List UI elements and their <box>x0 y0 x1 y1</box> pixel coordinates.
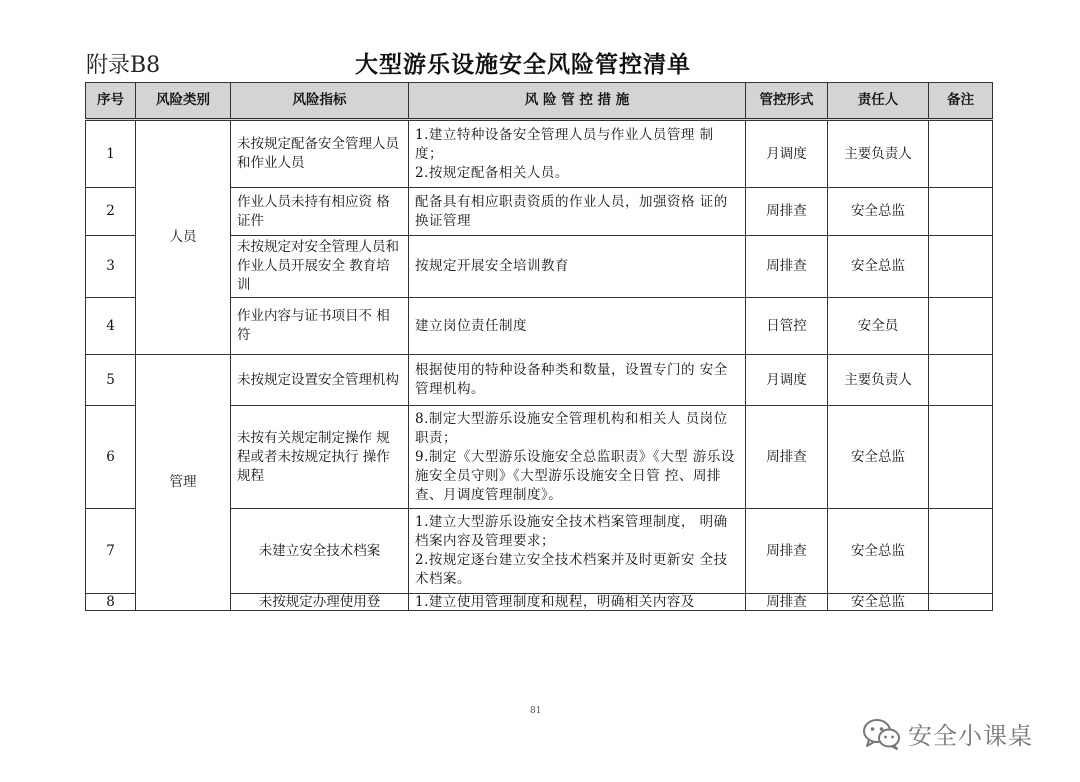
measure-item: 9.制定《大型游乐设施安全总监职责》《大型 游乐设施安全员守则》《大型游乐设施安全日管 控、周排查、月调度管理制度》。 <box>415 448 735 503</box>
control-form: 日管控 <box>746 298 828 355</box>
page-number: 81 <box>530 706 542 716</box>
remark <box>929 355 993 406</box>
responsible-person: 安全总监 <box>828 236 929 298</box>
control-measures <box>409 188 746 236</box>
risk-control-table <box>85 82 993 611</box>
control-form: 月调度 <box>746 120 828 188</box>
measure-item: 2.按规定配备相关人员。 <box>415 164 569 181</box>
table-row <box>86 355 993 406</box>
responsible-person: 安全总监 <box>828 188 929 236</box>
row-number: 1 <box>86 120 136 188</box>
responsible-person: 安全总监 <box>828 594 929 611</box>
col-header-form: 管控形式 <box>746 83 828 120</box>
remark <box>929 188 993 236</box>
control-measures <box>409 509 746 594</box>
risk-indicator: 作业人员未持有相应资 格证件 <box>231 188 409 236</box>
table-header <box>86 83 993 120</box>
row-number: 7 <box>86 509 136 594</box>
measure-item: 1.建立使用管理制度和规程，明确相关内容及 <box>415 594 695 610</box>
measure-item: 8.制定大型游乐设施安全管理机构和相关人 员岗位职责； <box>415 410 728 446</box>
row-number: 3 <box>86 236 136 298</box>
risk-indicator: 未建立安全技术档案 <box>231 509 409 594</box>
page-title: 大型游乐设施安全风险管控清单 <box>355 52 691 78</box>
measure-item: 2.按规定逐台建立安全技术档案并及时更新安 全技术档案。 <box>415 552 728 587</box>
control-form: 周排查 <box>746 509 828 594</box>
table-row <box>86 120 993 188</box>
control-measures <box>409 120 746 188</box>
risk-category-management: 管理 <box>136 355 231 611</box>
responsible-person: 安全员 <box>828 298 929 355</box>
measure-item: 配备具有相应职责资质的作业人员，加强资格 证的换证管理 <box>415 193 728 229</box>
col-header-note: 备注 <box>929 83 993 120</box>
control-measures <box>409 406 746 509</box>
responsible-person: 主要负责人 <box>828 355 929 406</box>
risk-indicator: 作业内容与证书项目不 相符 <box>231 298 409 355</box>
risk-indicator: 未按规定对安全管理人员和作业人员开展安全 教育培训 <box>231 236 409 298</box>
risk-category-personnel: 人员 <box>136 120 231 355</box>
responsible-person: 主要负责人 <box>828 120 929 188</box>
watermark-text: 安全小课桌 <box>908 722 1033 750</box>
measure-item: 1.建立大型游乐设施安全技术档案管理制度， 明确档案内容及管理要求； <box>415 514 728 549</box>
col-header-indicator: 风险指标 <box>231 83 409 120</box>
risk-indicator: 未按规定配备安全管理人员和作业人员 <box>231 120 409 188</box>
responsible-person: 安全总监 <box>828 509 929 594</box>
watermark <box>862 716 1033 751</box>
row-number: 4 <box>86 298 136 355</box>
remark <box>929 120 993 188</box>
col-header-owner: 责任人 <box>828 83 929 120</box>
remark <box>929 298 993 355</box>
measure-item: 按规定开展安全培训教育 <box>415 258 569 274</box>
control-form: 月调度 <box>746 355 828 406</box>
control-form: 周排查 <box>746 406 828 509</box>
col-header-no: 序号 <box>86 83 136 120</box>
remark <box>929 509 993 594</box>
control-measures <box>409 594 746 611</box>
measure-item: 建立岗位责任制度 <box>415 317 527 334</box>
appendix-label: 附录B8 <box>86 53 161 78</box>
control-measures <box>409 355 746 406</box>
remark <box>929 406 993 509</box>
control-form: 周排查 <box>746 188 828 236</box>
responsible-person: 安全总监 <box>828 406 929 509</box>
col-header-category: 风险类别 <box>136 83 231 120</box>
row-number: 2 <box>86 188 136 236</box>
measure-item: 根据使用的特种设备种类和数量，设置专门的 安全管理机构。 <box>415 362 728 397</box>
remark <box>929 594 993 611</box>
risk-indicator: 未按规定设置安全管理机构 <box>231 355 409 406</box>
control-measures <box>409 236 746 298</box>
row-number: 6 <box>86 406 136 509</box>
control-measures <box>409 298 746 355</box>
row-number: 8 <box>86 594 136 611</box>
remark <box>929 236 993 298</box>
control-form: 周排查 <box>746 594 828 611</box>
risk-indicator: 未按有关规定制定操作 规程或者未按规定执行 操作规程 <box>231 406 409 509</box>
measure-item: 1.建立特种设备安全管理人员与作业人员管理 制度； <box>415 126 714 162</box>
row-number: 5 <box>86 355 136 406</box>
wechat-icon <box>862 717 902 751</box>
control-form: 周排查 <box>746 236 828 298</box>
risk-indicator: 未按规定办理使用登 <box>231 594 409 611</box>
col-header-measures: 风 险 管 控 措 施 <box>409 83 746 120</box>
